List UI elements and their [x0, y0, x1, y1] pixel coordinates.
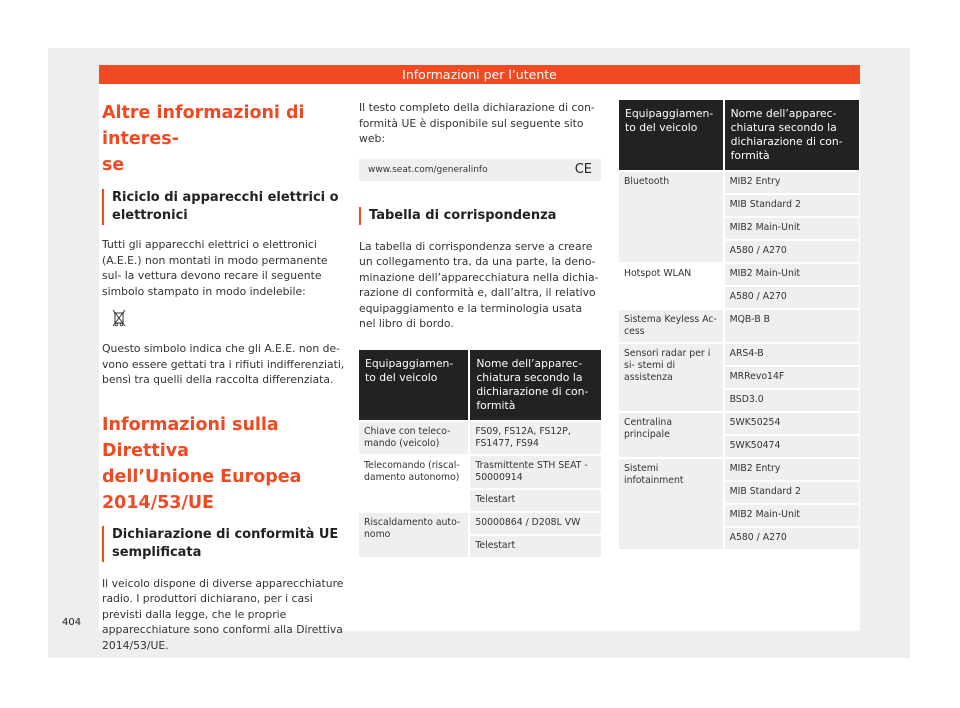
column-middle — [359, 100, 601, 557]
paragraph: Questo simbolo indica che gli A.E.E. non de- vono essere gettati tra i rifiuti indifferenziati, bensì tra quelli della raccolta differenziata. — [102, 342, 345, 386]
section-title — [102, 100, 346, 178]
subsection-title-declaration: Dichiarazione di conformità UE semplificata — [102, 526, 346, 562]
table-cell-value: Trasmittente STH SEAT - 50000914 — [470, 454, 601, 488]
section-title-line: 2014/53/UE — [102, 492, 215, 513]
table-row — [619, 411, 859, 434]
table-cell-equipment: Centralina principale — [619, 411, 725, 457]
section-title-line: Altre informazioni di interes- — [102, 103, 305, 149]
table-header-device-name: Nome dell’apparec- chiatura secondo la dichiarazione di con- formità — [725, 100, 859, 170]
correspondence-table-part1 — [359, 350, 601, 557]
section-title-line: se — [102, 155, 125, 175]
table-row — [619, 308, 859, 342]
section-title-line: dell’Unione Europea — [102, 466, 302, 487]
table-cell-value: ARS4-B — [725, 342, 859, 365]
paragraph: Tutti gli apparecchi elettrici o elettronici (A.E.E.) non montati in modo permanente sul- la vettura devono recare il seguente simbolo stampato in modo indelebile: — [102, 238, 328, 298]
table-row — [619, 342, 859, 365]
table-cell-value: MQB-B B — [725, 308, 859, 342]
table-row — [619, 457, 859, 480]
section-title-directive — [102, 412, 346, 516]
subsection-title-correspondence: Tabella di corrispondenza — [359, 207, 601, 225]
table-cell-equipment: Riscaldamento auto- nomo — [359, 511, 470, 557]
table-cell-value: MIB Standard 2 — [725, 193, 859, 216]
table-cell-equipment: Chiave con teleco- mando (veicolo) — [359, 420, 470, 454]
table-row — [359, 454, 601, 488]
table-row — [619, 170, 859, 193]
table-header-equipment: Equipaggiamen- to del veicolo — [619, 100, 725, 170]
table-cell-value: Telestart — [470, 488, 601, 511]
table-cell-value: A580 / A270 — [725, 239, 859, 262]
table-cell-value: FS09, FS12A, FS12P, FS1477, FS94 — [470, 420, 601, 454]
table-cell-equipment: Sistema Keyless Ac- cess — [619, 308, 725, 342]
table-cell-value: Telestart — [470, 534, 601, 557]
table-cell-value: MIB2 Main-Unit — [725, 503, 859, 526]
table-header-device-name: Nome dell’apparec- chiatura secondo la dichiarazione di con- formità — [470, 350, 601, 420]
section-title-line: Informazioni sulla Direttiva — [102, 414, 279, 461]
table-row — [619, 262, 859, 285]
paragraph: Il testo completo della dichiarazione di con- formità UE è disponibile sul seguente sito web: — [359, 101, 595, 145]
table-cell-value: MIB2 Entry — [725, 457, 859, 480]
ce-mark-icon: CE — [574, 162, 592, 177]
table-cell-value: A580 / A270 — [725, 285, 859, 308]
table-cell-value: MRRevo14F — [725, 365, 859, 388]
paragraph: La tabella di corrispondenza serve a creare un collegamento tra, da una parte, la deno- minazione dell’apparecchiatura nella dichia- razione di conformità e, dall’altra, il relativo equipaggiamento e la terminologia usata nel libro di bordo. — [359, 239, 599, 330]
table-cell-value: MIB2 Main-Unit — [725, 262, 859, 285]
table-cell-equipment: Sensori radar per i si- stemi di assistenza — [619, 342, 725, 411]
table-cell-value: 5WK50254 — [725, 411, 859, 434]
column-left — [102, 100, 346, 653]
page-number: 404 — [62, 617, 82, 628]
table-cell-value: A580 / A270 — [725, 526, 859, 549]
table-cell-value: 50000864 / D208L VW — [470, 511, 601, 534]
subsection-title-recycling: Riciclo di apparecchi elettrici o elettronici — [102, 189, 346, 225]
table-cell-equipment: Hotspot WLAN — [619, 262, 725, 308]
table-cell-value: MIB Standard 2 — [725, 480, 859, 503]
table-cell-value: BSD3.0 — [725, 388, 859, 411]
url-link[interactable]: www.seat.com/generalinfo — [368, 164, 488, 175]
table-cell-equipment: Bluetooth — [619, 170, 725, 262]
column-right — [619, 100, 859, 549]
table-cell-value: MIB2 Main-Unit — [725, 216, 859, 239]
table-cell-equipment: Sistemi infotainment — [619, 457, 725, 549]
table-row — [359, 420, 601, 454]
table-cell-equipment: Telecomando (riscal- damento autonomo) — [359, 454, 470, 511]
weee-bin-icon — [112, 309, 132, 333]
table-cell-value: 5WK50474 — [725, 434, 859, 457]
correspondence-table-part2 — [619, 100, 859, 549]
page-header: Informazioni per l’utente — [99, 65, 860, 84]
table-header-equipment: Equipaggiamen- to del veicolo — [359, 350, 470, 420]
paragraph: Il veicolo dispone di diverse apparecchiature radio. I produttori dichiarano, per i casi previsti dalla legge, che le proprie apparecchiature sono conformi alla Direttiva 2014/53/UE. — [102, 576, 344, 652]
url-box — [359, 159, 601, 181]
table-cell-value: MIB2 Entry — [725, 170, 859, 193]
table-row — [359, 511, 601, 534]
